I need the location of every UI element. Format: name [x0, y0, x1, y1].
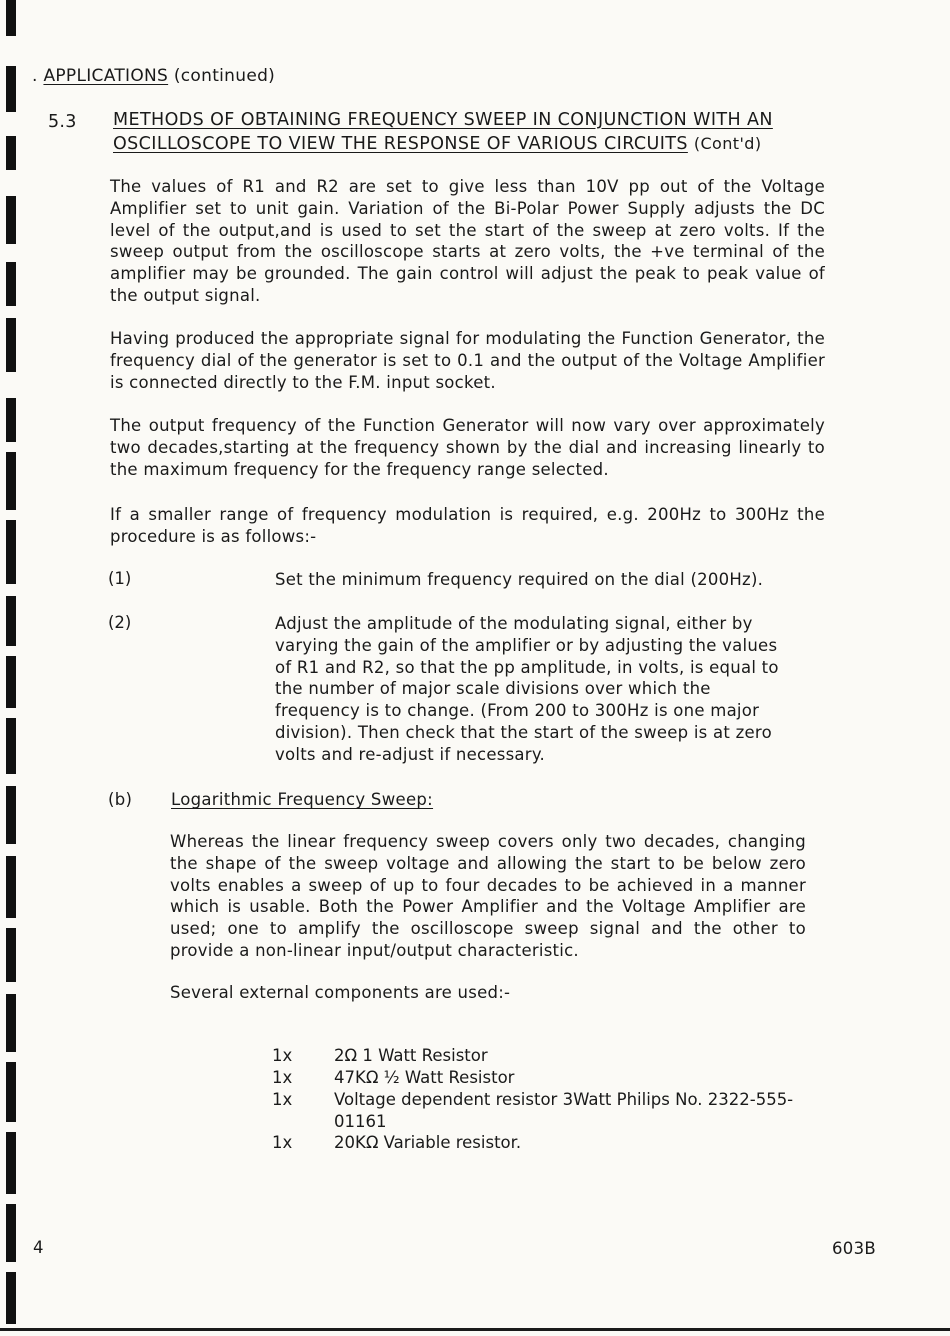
component-desc: 20KΩ Variable resistor.	[334, 1133, 522, 1152]
step-2-number: (2)	[108, 613, 132, 632]
component-qty: 1x	[272, 1133, 293, 1152]
bottom-edge-rule	[0, 1324, 950, 1336]
paragraph-4: If a smaller range of frequency modulation is required, e.g. 200Hz to 300Hz the procedure is as follows:-	[110, 505, 825, 546]
step-2-text: Adjust the amplitude of the modulating signal, either by varying the gain of the amplifier or by adjusting the values of R1 and R2, so that the pp amplitude, in volts, is equal to the number of major scale divisions over which the frequency is to change. (From 200 to 300Hz is one major division). Then check that the start of the sweep is at zero volts and re-adjust if necessary.	[275, 614, 779, 764]
document-code: 603B	[832, 1239, 877, 1258]
section-title: APPLICATIONS	[43, 66, 169, 86]
subsection-title-line2-wrap	[113, 132, 825, 156]
log-paragraph-2: Several external components are used:-	[170, 983, 511, 1002]
section-header	[32, 65, 275, 87]
subheading-title: Logarithmic Frequency Sweep:	[171, 790, 434, 809]
section-header-dot: .	[32, 66, 38, 86]
paragraph-1: The values of R1 and R2 are set to give less than 10V pp out of the Voltage Amplifier set to unit gain. Variation of the Bi-Polar Power Supply adjusts the DC level of the output,and is used to set the start of the sweep at zero volts. If the sweep output from the oscilloscope starts at zero volts, the +ve terminal of the amplifier may be grounded. The gain control will adjust the peak to peak value of the output signal.	[110, 177, 825, 305]
subheading-label: (b)	[108, 790, 133, 809]
component-desc: 47KΩ ½ Watt Resistor	[334, 1068, 515, 1087]
subsection-title-suffix: (Cont'd)	[693, 134, 762, 153]
section-title-suffix: (continued)	[173, 66, 276, 86]
component-desc: 2Ω 1 Watt Resistor	[334, 1046, 488, 1065]
component-qty: 1x	[272, 1090, 293, 1109]
paragraph-2: Having produced the appropriate signal for modulating the Function Generator, the frequency dial of the generator is set to 0.1 and the output of the Voltage Amplifier is connected directly to the F.M. input socket.	[110, 329, 825, 392]
component-qty: 1x	[272, 1046, 293, 1065]
paragraph-3: The output frequency of the Function Generator will now vary over approximately two decades,starting at the frequency shown by the dial and increasing linearly to the maximum frequency for the frequency range selected.	[110, 416, 825, 479]
log-paragraph-1: Whereas the linear frequency sweep covers only two decades, changing the shape of the sweep voltage and allowing the start to be below zero volts enables a sweep of up to four decades to be achieved in a manner which is usable. Both the Power Amplifier and the Voltage Amplifier are used; one to amplify the oscilloscope sweep signal and the other to provide a non-linear input/output characteristic.	[170, 832, 806, 960]
subsection-heading	[113, 109, 825, 156]
subsection-title-line2: OSCILLOSCOPE TO VIEW THE RESPONSE OF VARIOUS CIRCUITS	[113, 134, 688, 154]
subsection-title-line1: METHODS OF OBTAINING FREQUENCY SWEEP IN CONJUNCTION WITH AN	[113, 110, 773, 130]
component-desc: Voltage dependent resistor 3Watt Philips No. 2322-555-01161	[334, 1090, 794, 1131]
subsection-number: 5.3	[48, 112, 77, 132]
binding-edge	[0, 0, 22, 1336]
step-1-text: Set the minimum frequency required on the dial (200Hz).	[275, 570, 764, 589]
step-1-number: (1)	[108, 569, 132, 588]
page-number: 4	[33, 1238, 44, 1257]
component-qty: 1x	[272, 1068, 293, 1087]
